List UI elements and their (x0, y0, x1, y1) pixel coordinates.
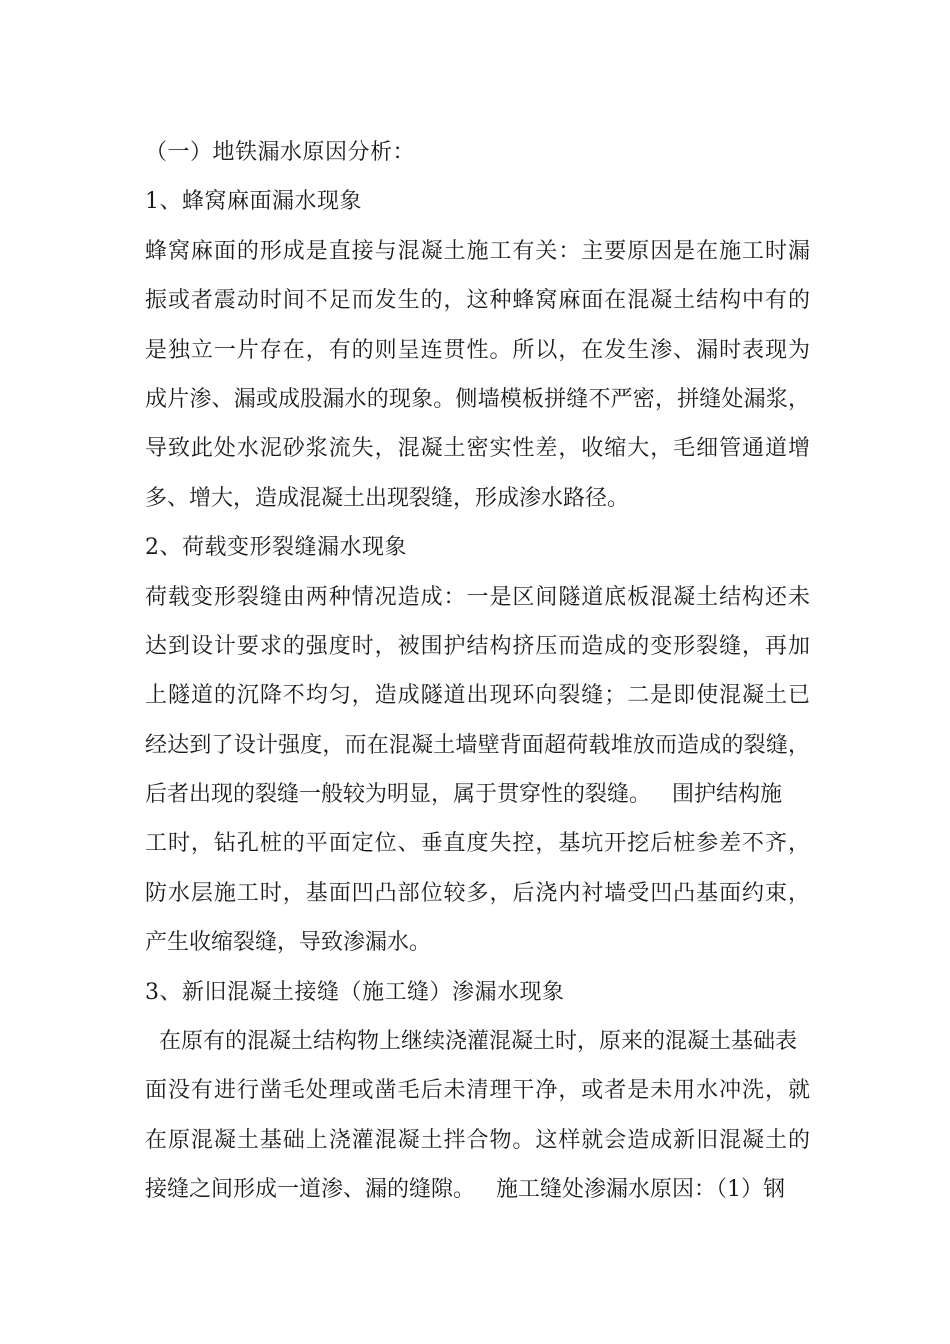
paragraph-line: 产生收缩裂缝，导致渗漏水。 (145, 930, 432, 956)
paragraph-line: 在原有的混凝土结构物上继续浇灌混凝土时，原来的混凝土基础表 (145, 1029, 797, 1055)
section-heading: （一）地铁漏水原因分析： (145, 140, 416, 165)
subheading-3: 3、新旧混凝土接缝（施工缝）渗漏水现象 (145, 979, 565, 1005)
document-body (145, 128, 810, 1215)
paragraph-line: 在原混凝土基础上浇灌混凝土拌合物。这样就会造成新旧混凝土的 (145, 1127, 810, 1153)
paragraph-line: 经达到了设计强度，而在混凝土墙壁背面超荷载堆放而造成的裂缝， (145, 732, 810, 758)
paragraph-line: 多、增大，造成混凝土出现裂缝，形成渗水路径。 (145, 485, 630, 511)
paragraph-line: 蜂窝麻面的形成是直接与混凝土施工有关：主要原因是在施工时漏 (145, 238, 810, 264)
paragraph-line: 振或者震动时间不足而发生的，这种蜂窝麻面在混凝土结构中有的 (145, 288, 810, 314)
paragraph-line: 成片渗、漏或成股漏水的现象。侧墙模板拼缝不严密，拼缝处漏浆， (145, 386, 810, 412)
paragraph-line: 荷载变形裂缝由两种情况造成：一是区间隧道底板混凝土结构还未 (145, 584, 810, 610)
paragraph-line: 上隧道的沉降不均匀，造成隧道出现环向裂缝；二是即使混凝土已 (145, 683, 810, 709)
subheading-1: 1、蜂窝麻面漏水现象 (145, 189, 362, 215)
paragraph-line: 防水层施工时，基面凹凸部位较多，后浇内衬墙受凹凸基面约束， (145, 880, 810, 906)
paragraph-line: 工时，钻孔桩的平面定位、垂直度失控，基坑开挖后桩参差不齐， (145, 831, 810, 857)
subheading-2: 2、荷载变形裂缝漏水现象 (145, 535, 407, 561)
paragraph-line: 面没有进行凿毛处理或凿毛后未清理干净，或者是未用水冲洗，就 (145, 1078, 810, 1104)
paragraph-line: 是独立一片存在，有的则呈连贯性。所以，在发生渗、漏时表现为 (145, 337, 810, 363)
paragraph-line: 后者出现的裂缝一般较为明显，属于贯穿性的裂缝。 围护结构施 (145, 782, 782, 808)
paragraph-line: 导致此处水泥砂浆流失，混凝土密实性差，收缩大，毛细管通道增 (145, 436, 810, 462)
paragraph-line: 接缝之间形成一道渗、漏的缝隙。 施工缝处渗漏水原因：（1）钢 (145, 1177, 785, 1203)
paragraph-line: 达到设计要求的强度时，被围护结构挤压而造成的变形裂缝，再加 (145, 633, 810, 659)
